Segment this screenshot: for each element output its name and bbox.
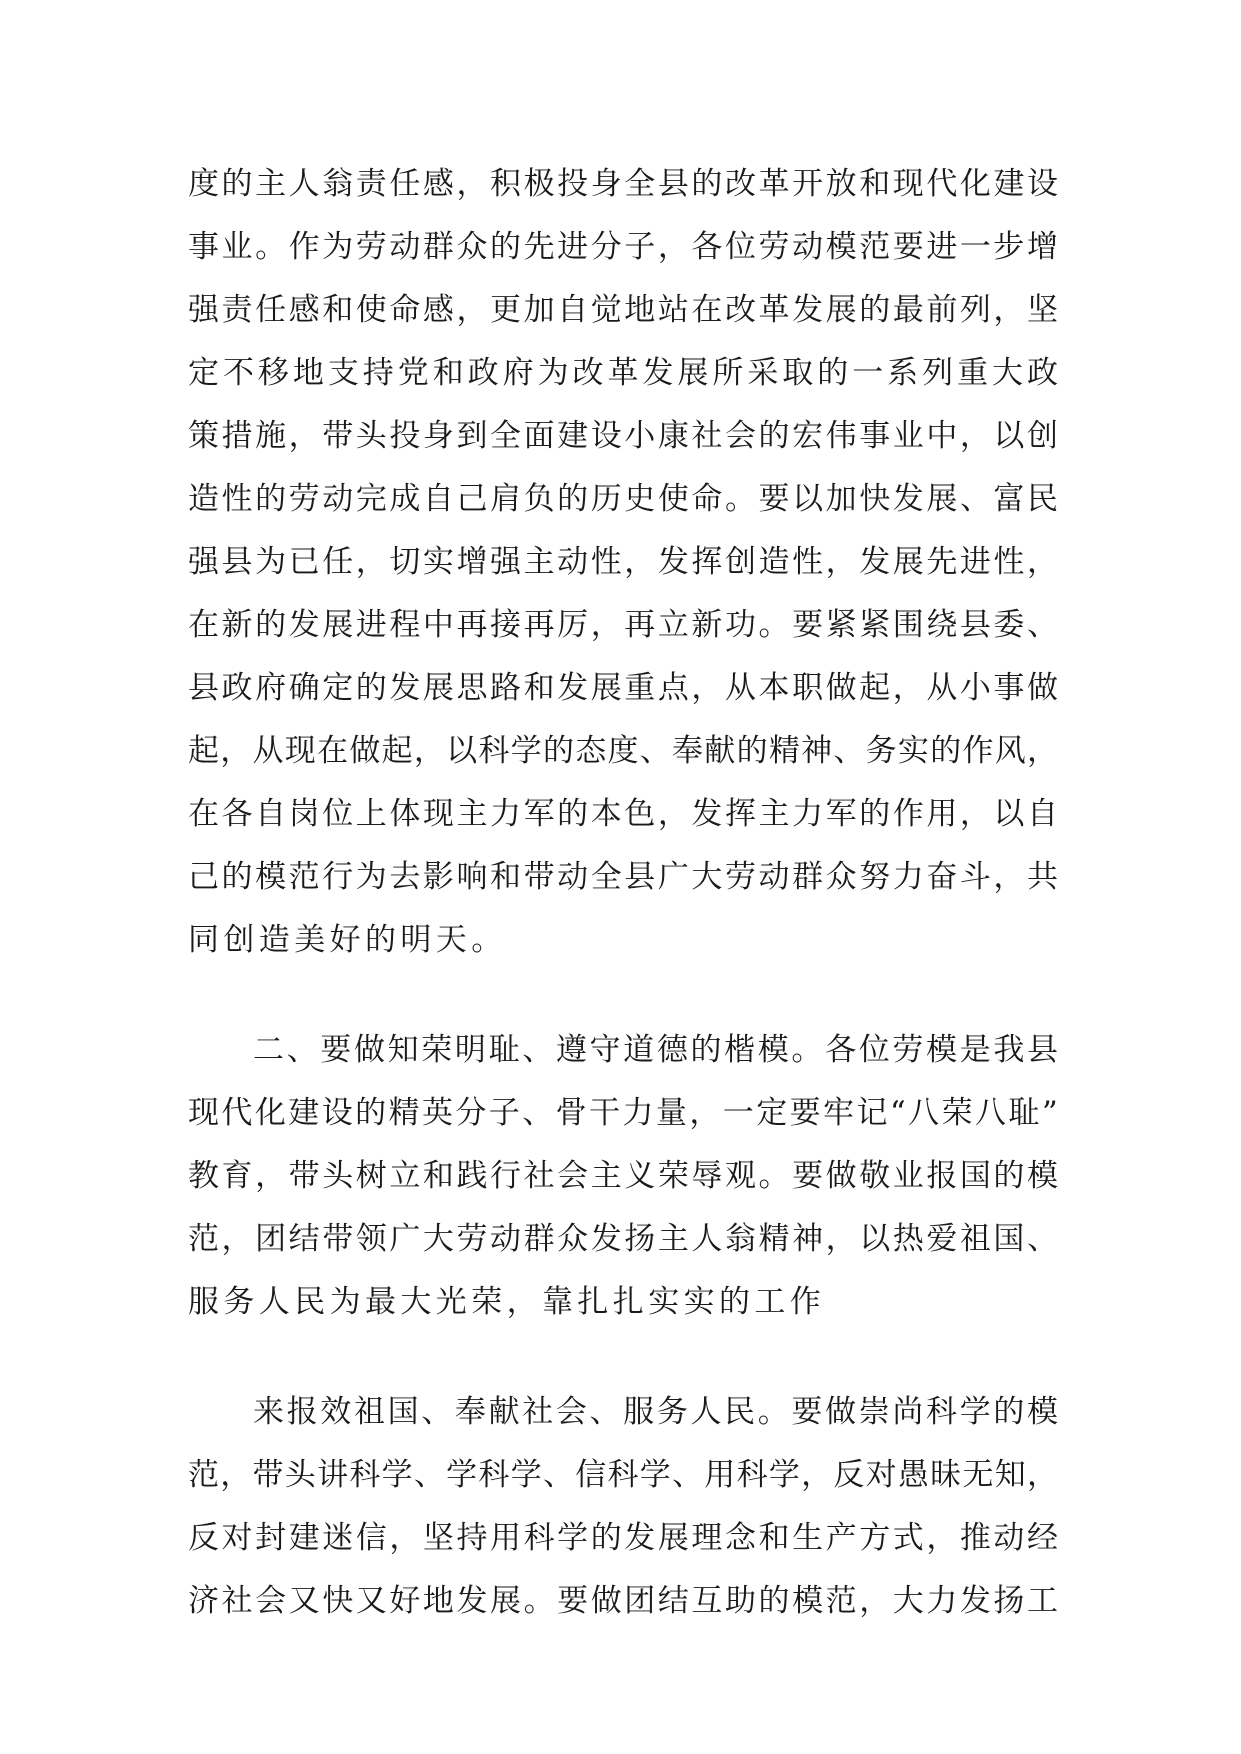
text-line: 起，从现在做起，以科学的态度、奉献的精神、务实的作风， (188, 733, 1060, 769)
text-line: 定不移地支持党和政府为改革发展所采取的一系列重大政 (188, 355, 1062, 391)
text-line: 事业。作为劳动群众的先进分子，各位劳动模范要进一步增 (188, 229, 1061, 265)
text-line: 济社会又快又好地发展。要做团结互助的模范，大力发扬工 (188, 1583, 1061, 1619)
text-line: 范，团结带领广大劳动群众发扬主人翁精神，以热爱祖国、 (188, 1221, 1061, 1257)
text-line: 在各自岗位上体现主力军的本色，发挥主力军的作用，以自 (188, 796, 1061, 832)
text-line: 己的模范行为去影响和带动全县广大劳动群众努力奋斗，共 (188, 859, 1061, 895)
text-line: 服务人民为最大光荣，靠扎扎实实的工作 (188, 1284, 826, 1320)
text-line: 来报效祖国、奉献社会、服务人民。要做崇尚科学的模 (253, 1394, 1061, 1430)
text-line: 县政府确定的发展思路和发展重点，从本职做起，从小事做 (188, 670, 1061, 706)
text-line: 策措施，带头投身到全面建设小康社会的宏伟事业中，以创 (188, 418, 1061, 454)
text-line: 范，带头讲科学、学科学、信科学、用科学，反对愚昧无知， (188, 1457, 1060, 1493)
text-line: 现代化建设的精英分子、骨干力量，一定要牢记“八荣八耻” (188, 1095, 1061, 1131)
text-line: 造性的劳动完成自己肩负的历史使命。要以加快发展、富民 (188, 481, 1061, 517)
text-line: 在新的发展进程中再接再厉，再立新功。要紧紧围绕县委、 (188, 607, 1061, 643)
text-line: 二、要做知荣明耻、遵守道德的楷模。各位劳模是我县 (253, 1032, 1061, 1068)
text-line: 度的主人翁责任感，积极投身全县的改革开放和现代化建设 (188, 166, 1061, 202)
text-line: 强责任感和使命感，更加自觉地站在改革发展的最前列，坚 (188, 292, 1061, 328)
text-line: 教育，带头树立和践行社会主义荣辱观。要做敬业报国的模 (188, 1158, 1061, 1194)
text-line: 同创造美好的明天。 (188, 922, 507, 958)
text-line: 反对封建迷信，坚持用科学的发展理念和生产方式，推动经 (188, 1520, 1061, 1556)
text-line: 强县为已任，切实增强主动性，发挥创造性，发展先进性， (188, 544, 1061, 580)
